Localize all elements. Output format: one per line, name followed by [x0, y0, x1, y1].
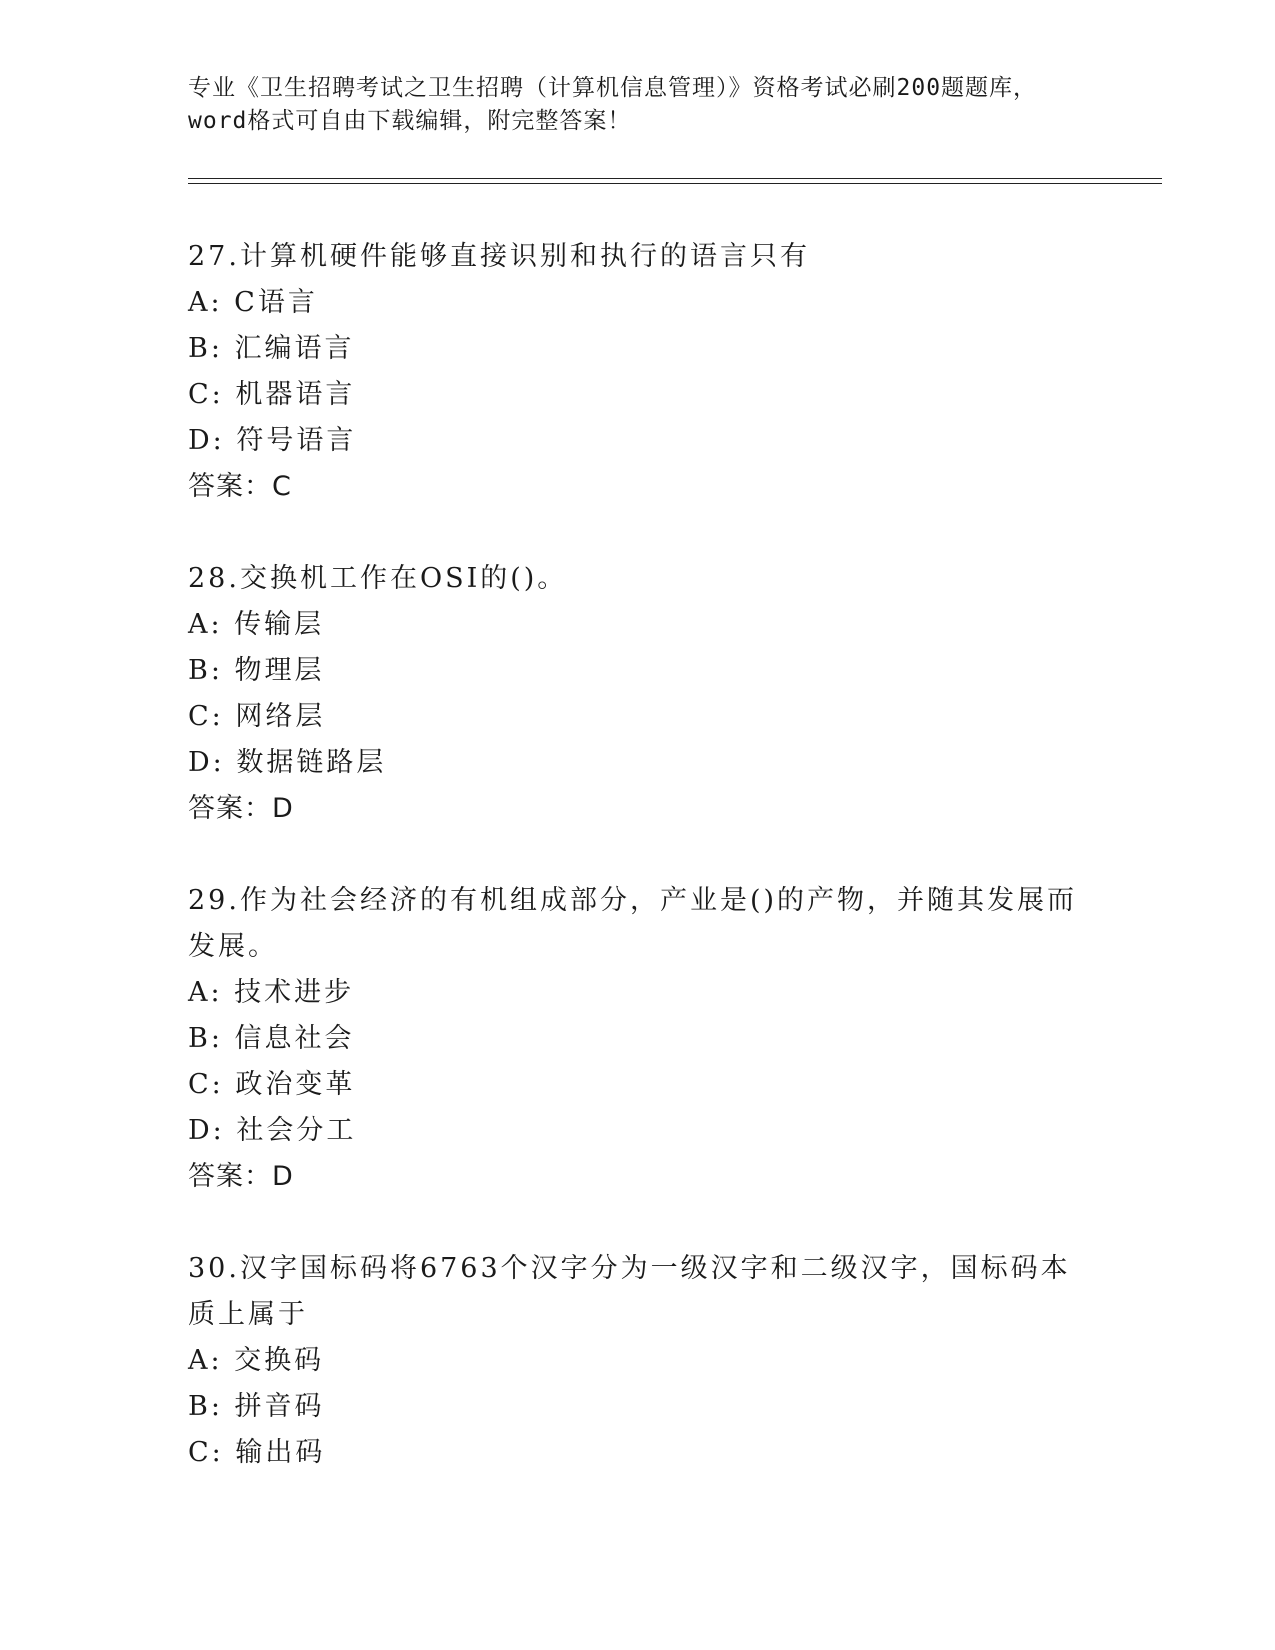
answer-line: 答案：C: [188, 471, 292, 502]
header-line-1: 专业《卫生招聘考试之卫生招聘（计算机信息管理）》资格考试必刷200题题库，: [188, 75, 1038, 101]
option-b: B: 信息社会: [188, 1023, 355, 1054]
option-b: B: 汇编语言: [188, 333, 355, 364]
option-a: A: 传输层: [188, 609, 325, 640]
option-a: A: 交换码: [188, 1345, 325, 1376]
question-stem: 30.汉字国标码将6763个汉字分为一级汉字和二级汉字，国标码本质上属于: [188, 1253, 1071, 1330]
option-a: A: 技术进步: [188, 977, 355, 1008]
question-27: [188, 234, 1088, 510]
option-c: C: 网络层: [188, 701, 326, 732]
question-28: [188, 556, 1088, 832]
question-30: [188, 1246, 1088, 1476]
option-c: C: 输出码: [188, 1437, 326, 1468]
question-stem: 28.交换机工作在OSI的()。: [188, 563, 568, 594]
option-c: C: 机器语言: [188, 379, 356, 410]
option-d: D: 社会分工: [188, 1115, 357, 1146]
option-b: B: 拼音码: [188, 1391, 325, 1422]
question-stem: 27.计算机硬件能够直接识别和执行的语言只有: [188, 241, 810, 272]
header-divider-bottom: [188, 183, 1162, 184]
option-b: B: 物理层: [188, 655, 325, 686]
answer-line: 答案：D: [188, 1161, 294, 1192]
option-c: C: 政治变革: [188, 1069, 356, 1100]
answer-line: 答案：D: [188, 793, 294, 824]
header-line-2: word格式可自由下载编辑，附完整答案！: [188, 108, 632, 134]
question-stem: 29.作为社会经济的有机组成部分，产业是()的产物，并随其发展而发展。: [188, 885, 1078, 962]
option-d: D: 符号语言: [188, 425, 357, 456]
option-d: D: 数据链路层: [188, 747, 387, 778]
header-divider-top: [188, 178, 1162, 179]
question-29: [188, 878, 1088, 1200]
option-a: A: C语言: [188, 287, 318, 318]
document-header: [188, 72, 1088, 138]
